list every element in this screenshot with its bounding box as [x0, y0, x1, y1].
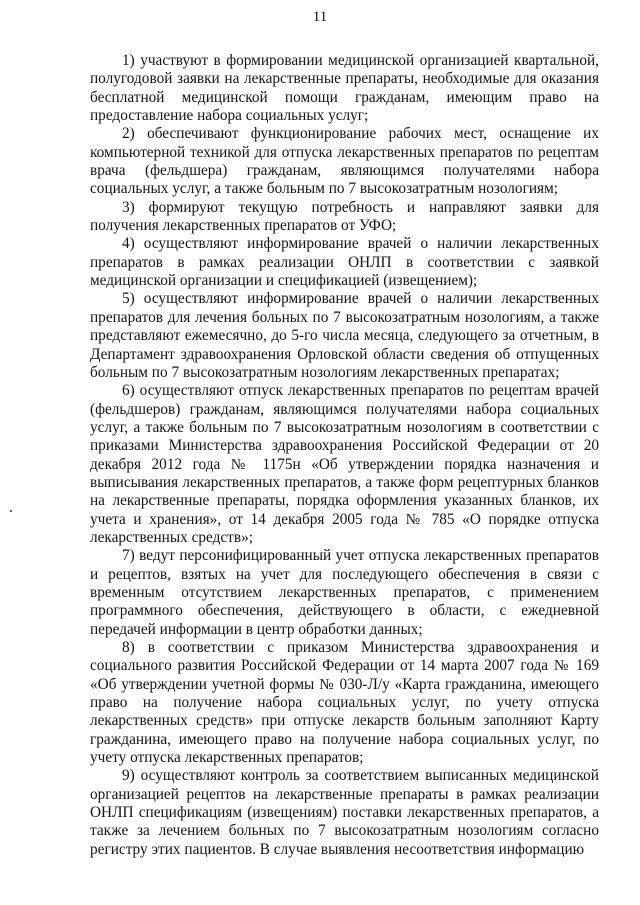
- paragraph-item-8: 8) в соответствии с приказом Министерства здравоохранения и социального развития Российской Федерации от 14 марта 2007 года № 169 «Об утверждении учетной формы № 030-Л/у «Карта гражданина, имеющего право на получение набора социальных услуг, по учету отпуска лекарственных средств» при отпуске лекарств больным заполняют Карту гражданина, имеющего право на получение набора социальных услуг, по учету отпуска лекарственных препаратов;: [90, 639, 599, 767]
- page-number: 11: [312, 9, 328, 25]
- paragraph-item-1: 1) участвуют в формировании медицинской организацией квартальной, полугодовой заявки на лекарственные препараты, необходимые для оказания бесплатной медицинской помощи гражданам, имеющим право на предоставление набора социальных услуг;: [90, 52, 599, 125]
- paragraph-item-7: 7) ведут персонифицированный учет отпуска лекарственных препаратов и рецептов, взятых на учет для последующего обеспечения в связи с временным отсутствием лекарственных препаратов, с применением программного обеспечения, действующего в области, с ежедневной передачей информации в центр обработки данных;: [90, 547, 599, 638]
- paragraph-item-6: 6) осуществляют отпуск лекарственных препаратов по рецептам врачей (фельдшеров) гражданам, являющимся получателями набора социальных услуг, а также больным по 7 высокозатратным нозологиям в соответствии с приказами Министерства здравоохранения Российской Федерации от 20 декабря 2012 года № 1175н «Об утверждении порядка назначения и выписывания лекарственных препаратов, а также форм рецептурных бланков на лекарственные препараты, порядка оформления указанных бланков, их учета и хранения», от 14 декабря 2005 года № 785 «О порядке отпуска лекарственных средств»;: [90, 382, 599, 546]
- document-body: [90, 52, 599, 859]
- scan-speck: [10, 510, 12, 512]
- paragraph-item-9: 9) осуществляют контроль за соответствием выписанных медицинской организацией рецептов на лекарственные препараты в рамках реализации ОНЛП спецификациям (извещениям) поставки лекарственных препаратов, а также за лечением больных по 7 высокозатратным нозологиям согласно регистру этих пациентов. В случае выявления несоответствия информацию: [90, 767, 599, 858]
- paragraph-item-5: 5) осуществляют информирование врачей о наличии лекарственных препаратов для лечения больных по 7 высокозатратным нозологиям, а также представляют ежемесячно, до 5-го числа месяца, следующего за отчетным, в Департамент здравоохранения Орловской области сведения об отпущенных больным по 7 высокозатратным нозологиям лекарственных препаратах;: [90, 290, 599, 381]
- paragraph-item-4: 4) осуществляют информирование врачей о наличии лекарственных препаратов в рамках реализации ОНЛП в соответствии с заявкой медицинской организации и спецификацией (извещением);: [90, 235, 599, 290]
- paragraph-item-3: 3) формируют текущую потребность и направляют заявки для получения лекарственных препаратов от УФО;: [90, 198, 599, 235]
- paragraph-item-2: 2) обеспечивают функционирование рабочих мест, оснащение их компьютерной техникой для отпуска лекарственных препаратов по рецептам врача (фельдшера) гражданам, являющимся получателями набора социальных услуг, а также больным по 7 высокозатратным нозологиям;: [90, 125, 599, 198]
